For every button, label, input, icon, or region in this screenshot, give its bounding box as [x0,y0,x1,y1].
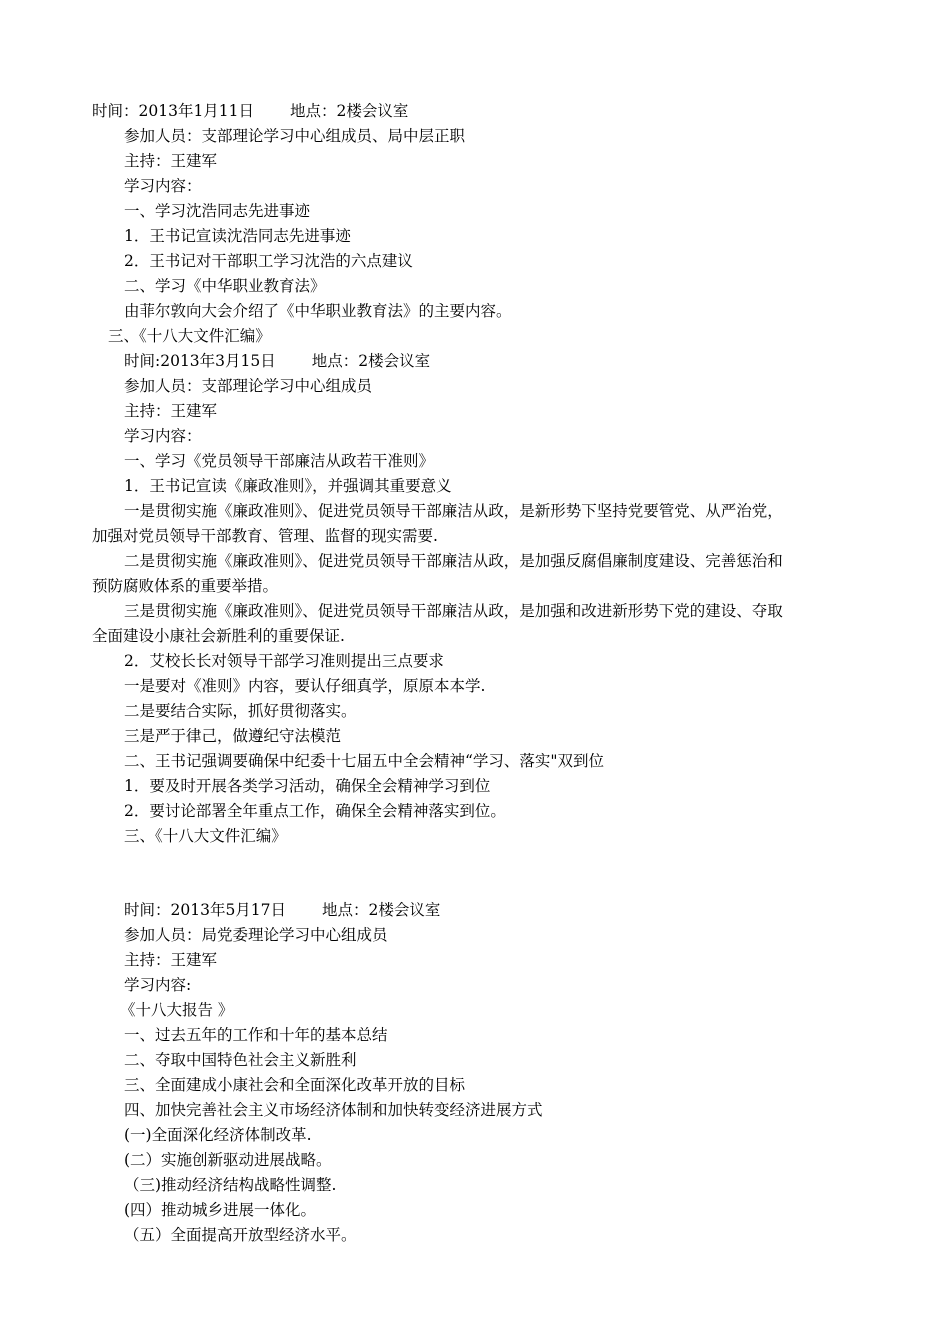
content-line: 由菲尔敦向大会介绍了《中华职业教育法》的主要内容。 [124,302,512,320]
content-line: 2．艾校长长对领导干部学习准则提出三点要求 [124,652,444,670]
meeting-place: 地点：2楼会议室 [290,102,409,120]
content-line: 全面建设小康社会新胜利的重要保证. [92,627,345,645]
content-line: 二是要结合实际，抓好贯彻落实。 [124,702,357,720]
content-line: 四、加快完善社会主义市场经济体制和加快转变经济进展方式 [124,1101,543,1119]
participants: 参加人员：局党委理论学习中心组成员 [124,926,388,944]
content-line: (四）推动城乡进展一体化。 [124,1201,317,1219]
content-line: 一是贯彻实施《廉政准则》、促进党员领导干部廉洁从政，是新形势下坚持党要管党、从严治党， [124,502,783,520]
content-line: 一、过去五年的工作和十年的基本总结 [124,1026,388,1044]
content-line: 2．要讨论部署全年重点工作，确保全会精神落实到位。 [124,802,506,820]
content-line: 一是要对《准则》内容，要认仔细真学，原原本本学. [124,677,486,695]
content-line: （五）全面提高开放型经济水平。 [124,1226,357,1244]
content-line: 1．王书记宣读《廉政准则》，并强调其重要意义 [124,477,452,495]
content-line: 预防腐败体系的重要举措。 [92,577,279,595]
host: 主持：王建军 [124,152,218,170]
meeting-place: 地点：2楼会议室 [311,352,431,370]
content-line: 一、学习沈浩同志先进事迹 [124,202,311,220]
content-line: 二、夺取中国特色社会主义新胜利 [124,1051,357,1069]
content-line: （三)推动经济结构战略性调整. [124,1176,337,1194]
meeting-place: 地点：2楼会议室 [322,901,441,919]
content-line: 2．王书记对干部职工学习沈浩的六点建议 [124,252,413,270]
content-line: 三是贯彻实施《廉政准则》、促进党员领导干部廉洁从政，是加强和改进新形势下党的建设、夺取 [124,602,783,620]
content-heading: 学习内容： [124,177,202,195]
meeting-info-line [124,351,430,371]
content-line: 三是严于律己，做遵纪守法模范 [124,727,342,745]
content-line: 三、全面建成小康社会和全面深化改革开放的目标 [124,1076,466,1094]
participants: 参加人员：支部理论学习中心组成员、局中层正职 [124,127,466,145]
content-line: 三、《十八大文件汇编》 [124,827,287,845]
content-line: 二是贯彻实施《廉政准则》、促进党员领导干部廉洁从政，是加强反腐倡廉制度建设、完善惩治和 [124,552,783,570]
meeting-time: 时间:2013年3月15日 [124,352,276,370]
content-line: 二、学习《中华职业教育法》 [124,277,326,295]
meeting-time: 时间：2013年5月17日 [124,901,287,919]
content-line: 《十八大报告 》 [120,1001,234,1019]
meeting-info-line [124,900,440,920]
content-line: 1．王书记宣读沈浩同志先进事迹 [124,227,351,245]
content-line: 1．要及时开展各类学习活动，确保全会精神学习到位 [124,777,491,795]
content-line: 一、学习《党员领导干部廉洁从政若干准则》 [124,452,435,470]
content-line: 二、王书记强调要确保中纪委十七届五中全会精神“学习、落实"双到位 [124,752,605,770]
meeting-time: 时间：2013年1月11日 [92,102,255,120]
meeting-info-line [92,101,408,121]
participants: 参加人员：支部理论学习中心组成员 [124,377,373,395]
content-heading: 学习内容： [124,427,202,445]
content-line: (一)全面深化经济体制改革. [124,1126,312,1144]
content-line: 加强对党员领导干部教育、管理、监督的现实需要. [92,527,438,545]
content-line: (二）实施创新驱动进展战略。 [124,1151,332,1169]
host: 主持：王建军 [124,402,218,420]
host: 主持：王建军 [124,951,218,969]
content-heading: 学习内容: [124,976,192,994]
content-line: 三、《十八大文件汇编》 [108,327,271,345]
